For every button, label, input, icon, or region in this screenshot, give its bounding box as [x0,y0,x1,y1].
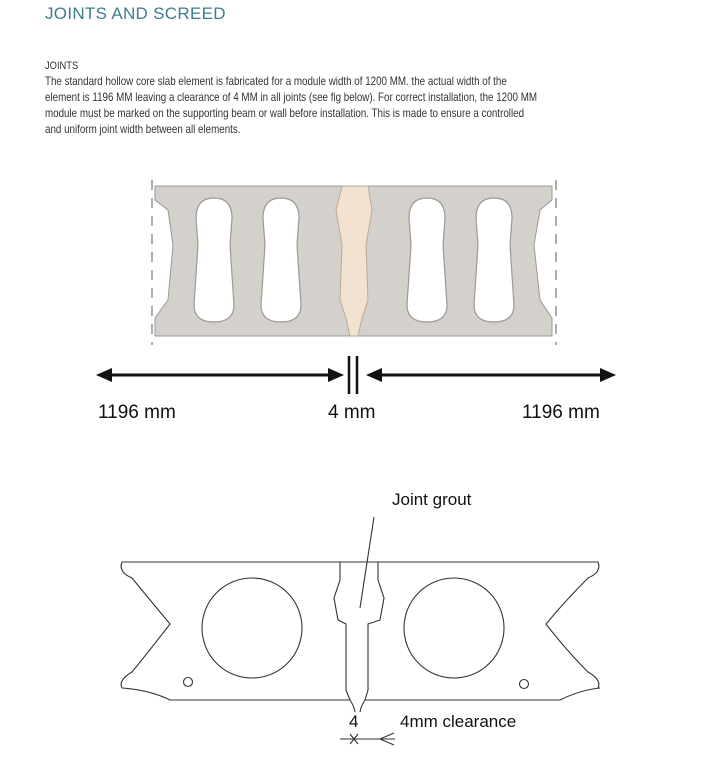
core-circle-1 [202,578,302,678]
dimension-arrows [96,356,616,394]
section-subtitle: JOINTS [45,60,79,72]
core-3 [407,198,447,322]
left-joint-edge [334,562,350,700]
small-hole-left [184,678,193,687]
right-slab-bottom [360,688,600,712]
core-circle-2 [404,578,504,678]
figure-joint-detail [121,517,600,745]
left-arrowhead-start [96,368,112,382]
core-4 [474,198,514,322]
right-arrowhead-end [600,368,616,382]
slab-diagram [152,180,556,345]
right-arrowhead-start [366,368,382,382]
small-hole-right [520,680,529,689]
section-title: JOINTS AND SCREED [45,4,226,23]
gap-width-label: 4 mm [328,402,376,423]
right-end-profile [546,562,599,688]
core-2 [261,198,301,322]
gap-value-label: 4 [349,712,359,731]
core-1 [194,198,234,322]
left-end-profile [121,562,170,688]
section-paragraph: The standard hollow core slab element is fabricated for a module width of 1200 MM. the actual width of the element is 1196 MM leaving a clearance of 4 MM in all joints (see fig below). For correct installation, the 1200 MM module must be marked on the supporting beam or wall before installation. This is made to ensure a controlled and uniform joint width between all elements. [45,75,538,136]
left-arrowhead-end [328,368,344,382]
clearance-label: 4mm clearance [400,712,517,731]
left-slab-bottom [122,688,355,712]
right-joint-edge [365,562,384,700]
left-width-label: 1196 mm [98,402,176,423]
joint-grout-label: Joint grout [392,490,472,509]
right-width-label: 1196 mm [522,402,600,423]
